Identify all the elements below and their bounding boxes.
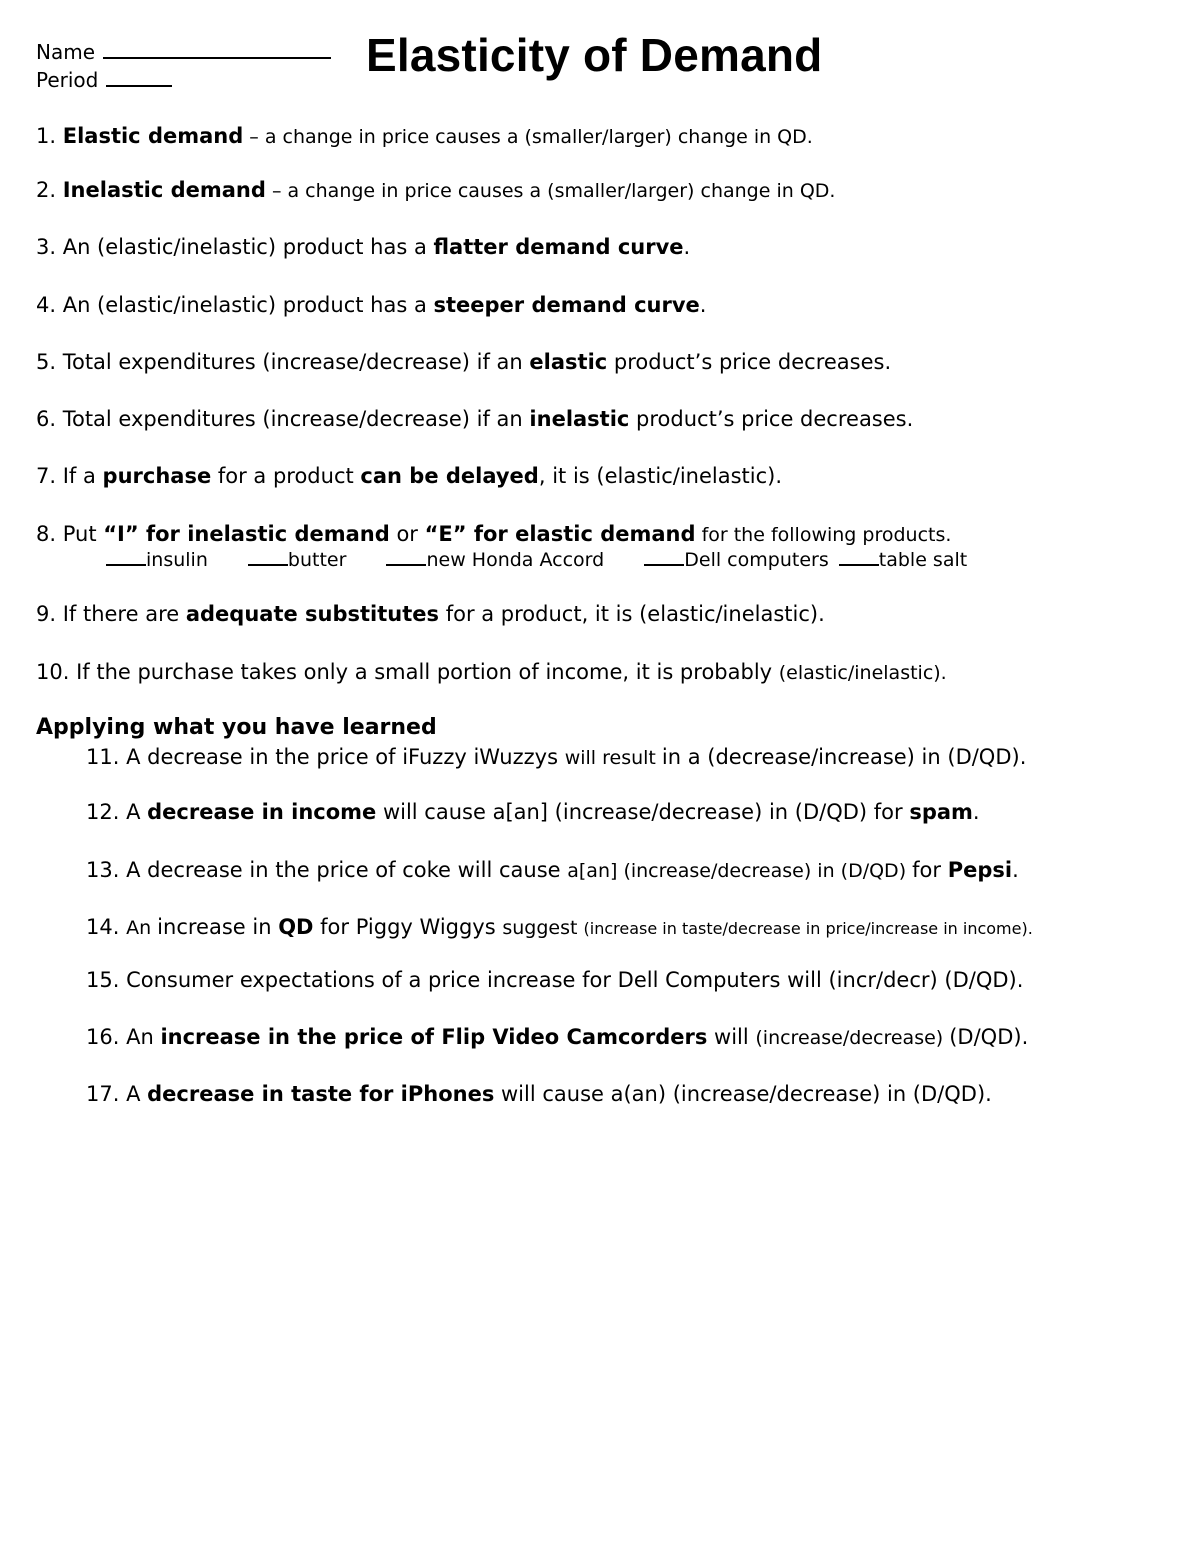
q2-number: 2.: [36, 178, 57, 202]
q1-number: 1.: [36, 124, 57, 148]
question-1: [36, 124, 813, 148]
question-6: [36, 407, 913, 431]
q4-text: 4. An (elastic/inelastic) product has a: [36, 293, 434, 317]
question-17: [86, 1082, 992, 1106]
q7-text: 7. If a: [36, 464, 103, 488]
q11-end: in a (decrease/increase) in (D/QD).: [661, 745, 1027, 769]
product-label: table salt: [878, 549, 968, 571]
q16-lite: (increase/decrease): [755, 1027, 950, 1049]
q5-end: product’s price decreases.: [607, 350, 892, 374]
product-item: [106, 549, 208, 571]
q16-mid: will: [707, 1025, 756, 1049]
q6-term: inelastic: [529, 407, 630, 431]
q3-end: .: [683, 235, 691, 259]
answer-blank[interactable]: [839, 550, 879, 566]
question-11: [86, 745, 1026, 769]
q14-options: (increase in taste/decrease in price/increase in income).: [583, 919, 1033, 938]
q9-text: 9. If there are: [36, 602, 186, 626]
period-label: Period: [36, 68, 99, 92]
q8-end: for the following products.: [695, 524, 952, 546]
question-10: [36, 660, 947, 684]
q3-term: flatter demand curve: [433, 235, 684, 259]
product-item: [839, 549, 967, 571]
q2-term: Inelastic demand: [62, 178, 266, 202]
question-3: [36, 235, 690, 259]
q7-end: , it is (elastic/inelastic).: [538, 464, 783, 488]
q14-lite-2: suggest: [502, 917, 584, 939]
q1-term: Elastic demand: [62, 124, 244, 148]
name-blank[interactable]: [103, 41, 331, 59]
question-2: [36, 178, 835, 202]
q14-mid: increase in: [157, 915, 279, 939]
product-label: new Honda Accord: [426, 549, 605, 571]
question-16: [86, 1025, 1028, 1049]
answer-blank[interactable]: [106, 550, 146, 566]
q13-term: Pepsi: [947, 858, 1013, 882]
product-item: [386, 549, 604, 571]
product-label: Dell computers: [684, 549, 829, 571]
q7-term-1: purchase: [102, 464, 212, 488]
q17-text: 17. A: [86, 1082, 148, 1106]
question-14: [86, 915, 1033, 939]
product-item: [248, 549, 347, 571]
q5-text: 5. Total expenditures (increase/decrease) if an: [36, 350, 530, 374]
q10-text: 10. If the purchase takes only a small portion of income, it is probably: [36, 660, 779, 684]
question-4: [36, 293, 706, 317]
question-5: [36, 350, 891, 374]
q8-term-2: “E” for elastic demand: [424, 522, 696, 546]
q3-text: 3. An (elastic/inelastic) product has a: [36, 235, 434, 259]
q4-end: .: [699, 293, 707, 317]
question-12: [86, 800, 980, 824]
q12-mid: will cause a[an] (increase/decrease) in (D/QD) for: [376, 800, 910, 824]
question-8: [36, 522, 951, 546]
q14-term: QD: [278, 915, 314, 939]
section-heading: Applying what you have learned: [36, 715, 437, 740]
q13-end: .: [1012, 858, 1019, 882]
answer-blank[interactable]: [248, 550, 288, 566]
q14-mid-2: for Piggy Wiggys: [313, 915, 503, 939]
q7-mid: for a product: [211, 464, 361, 488]
q12-term-1: decrease in income: [147, 800, 377, 824]
q11-text: 11. A decrease in the price of iFuzzy iWuzzys: [86, 745, 565, 769]
q2-text: – a change in price causes a (smaller/larger) change in QD.: [265, 180, 836, 202]
question-7: [36, 464, 782, 488]
product-blanks: [106, 549, 967, 571]
question-15: [86, 968, 1023, 992]
q12-text: 12. A: [86, 800, 148, 824]
question-9: [36, 602, 825, 626]
q14-number: 14.: [86, 915, 127, 939]
q17-term: decrease in taste for iPhones: [147, 1082, 495, 1106]
q16-text: 16. An: [86, 1025, 161, 1049]
q16-end: (D/QD).: [949, 1025, 1029, 1049]
product-label: butter: [287, 549, 347, 571]
q11-lite: will result: [564, 747, 662, 769]
q12-term-2: spam: [909, 800, 973, 824]
answer-blank[interactable]: [386, 550, 426, 566]
q17-end: will cause a(an) (increase/decrease) in (D/QD).: [494, 1082, 992, 1106]
q1-text: – a change in price causes a (smaller/larger) change in QD.: [243, 126, 813, 148]
q9-end: for a product, it is (elastic/inelastic).: [439, 602, 825, 626]
q8-mid: or: [389, 522, 425, 546]
q12-end: .: [972, 800, 980, 824]
q16-term: increase in the price of Flip Video Camcorders: [160, 1025, 708, 1049]
q13-lite: a[an] (increase/decrease) in (D/QD): [567, 860, 913, 882]
name-label: Name: [36, 40, 96, 64]
q8-term-1: “I” for inelastic demand: [103, 522, 390, 546]
q14-lite: An: [126, 917, 158, 939]
q13-mid: for: [912, 858, 948, 882]
page-title: Elasticity of Demand: [366, 29, 823, 81]
q10-end: (elastic/inelastic).: [778, 662, 947, 684]
q13-text: 13. A decrease in the price of coke will cause: [86, 858, 568, 882]
q6-end: product’s price decreases.: [629, 407, 914, 431]
name-field: [36, 40, 331, 64]
answer-blank[interactable]: [644, 550, 684, 566]
question-13: [86, 858, 1019, 882]
period-blank[interactable]: [106, 69, 172, 87]
q8-text: 8. Put: [36, 522, 104, 546]
q6-text: 6. Total expenditures (increase/decrease) if an: [36, 407, 530, 431]
product-label: insulin: [146, 549, 208, 571]
q15-text: 15. Consumer expectations of a price increase for Dell Computers will (incr/decr) (D/QD).: [86, 968, 1024, 992]
product-item: [644, 549, 828, 571]
period-field: [36, 68, 172, 92]
q9-term: adequate substitutes: [185, 602, 440, 626]
q5-term: elastic: [529, 350, 608, 374]
q7-term-2: can be delayed: [360, 464, 539, 488]
worksheet-header: [36, 30, 1166, 100]
q4-term: steeper demand curve: [433, 293, 700, 317]
